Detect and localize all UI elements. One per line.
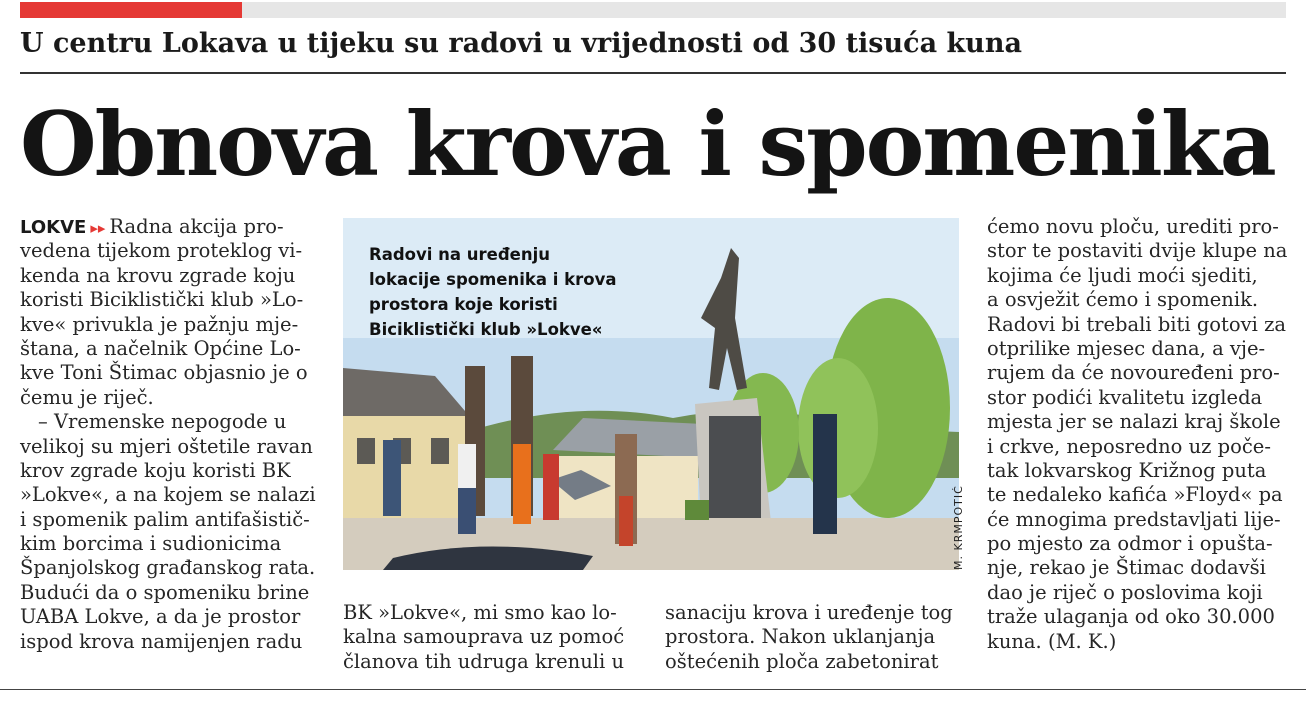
right-line: stor te postaviti dvije klupe na bbox=[987, 239, 1288, 263]
right-line: otprilike mjesec dana, a vje- bbox=[987, 336, 1266, 360]
middle-column-2 bbox=[665, 601, 953, 674]
left-line: ispod krova namijenjen radu bbox=[20, 629, 303, 653]
left-line: velikoj su mjeri oštetile ravan bbox=[20, 434, 313, 458]
right-line: a osvježit ćemo i spomenik. bbox=[987, 288, 1259, 312]
left-line: vedena tijekom proteklog vi- bbox=[20, 239, 303, 263]
right-line: mjesta jer se nalazi kraj škole bbox=[987, 410, 1281, 434]
middle-column-1 bbox=[343, 601, 624, 674]
right-column bbox=[987, 215, 1287, 654]
left-line: krov zgrade koju koristi BK bbox=[20, 458, 291, 482]
caption-line: Radovi na uređenju bbox=[369, 245, 550, 264]
left-line: štana, a načelnik Općine Lo- bbox=[20, 336, 301, 360]
right-line: rujem da će novouređeni pro- bbox=[987, 361, 1280, 385]
mid2-line: oštećenih ploča zabetonirat bbox=[665, 649, 939, 673]
left-line: koristi Biciklistički klub »Lo- bbox=[20, 288, 304, 312]
right-line: nje, rekao je Štimac dodavši bbox=[987, 556, 1266, 580]
left-line: čemu je riječ. bbox=[20, 385, 154, 409]
caption-line: lokacije spomenika i krova bbox=[369, 270, 617, 289]
right-line: Radovi bi trebali biti gotovi za bbox=[987, 312, 1286, 336]
left-column bbox=[20, 215, 316, 654]
left-line: i spomenik palim antifašistič- bbox=[20, 507, 310, 531]
top-bar-accent bbox=[20, 2, 242, 18]
right-line: kojima će ljudi moći sjediti, bbox=[987, 263, 1258, 287]
right-line: će mnogima predstavljati lije- bbox=[987, 507, 1281, 531]
left-line: »Lokve«, a na kojem se nalazi bbox=[20, 483, 316, 507]
kicker-divider bbox=[20, 72, 1286, 74]
right-line: po mjesto za odmor i opušta- bbox=[987, 532, 1273, 556]
caption-line: Biciklistički klub »Lokve« bbox=[369, 320, 603, 339]
left-line: – Vremenske nepogode u bbox=[38, 410, 287, 434]
article-photo bbox=[343, 218, 959, 570]
right-line: kuna. (M. K.) bbox=[987, 629, 1117, 653]
right-line: i crkve, neposredno uz poče- bbox=[987, 434, 1271, 458]
right-line: ćemo novu ploču, urediti pro- bbox=[987, 215, 1279, 238]
headline: Obnova krova i spomenika bbox=[20, 92, 1275, 196]
mid2-line: prostora. Nakon uklanjanja bbox=[665, 625, 936, 649]
right-line: traže ulaganja od oko 30.000 bbox=[987, 605, 1275, 629]
left-line: kve« privukla je pažnju mje- bbox=[20, 312, 299, 336]
right-line: te nedaleko kafića »Floyd« pa bbox=[987, 483, 1283, 507]
mid2-line: sanaciju krova i uređenje tog bbox=[665, 601, 953, 624]
right-line: dao je riječ o poslovima koji bbox=[987, 580, 1263, 604]
photo-credit: M. KRMPOTIĆ bbox=[952, 485, 965, 570]
mid1-line: članova tih udruga krenuli u bbox=[343, 649, 625, 673]
left-line: kim borcima i sudionicima bbox=[20, 532, 282, 556]
caption-line: prostora koje koristi bbox=[369, 295, 558, 314]
right-line: tak lokvarskog Križnog puta bbox=[987, 458, 1267, 482]
left-line: kenda na krovu zgrade koju bbox=[20, 263, 296, 287]
mid1-line: BK »Lokve«, mi smo kao lo- bbox=[343, 601, 617, 624]
bottom-divider bbox=[0, 689, 1306, 690]
mid1-line: kalna samouprava uz pomoć bbox=[343, 625, 625, 649]
right-line: stor podići kvalitetu izgleda bbox=[987, 385, 1263, 409]
double-chevron-right-icon: ▸▸ bbox=[90, 219, 106, 237]
left-line: Budući da o spomeniku brine bbox=[20, 580, 310, 604]
left-line: Španjolskog građanskog rata. bbox=[20, 556, 316, 580]
photo-caption bbox=[369, 242, 616, 342]
kicker: U centru Lokava u tijeku su radovi u vrijednosti od 30 tisuća kuna bbox=[20, 28, 1022, 59]
left-line-0: LOKVE ▸▸ Radna akcija pro- bbox=[20, 215, 284, 238]
dateline: LOKVE bbox=[20, 217, 87, 238]
left-line: UABA Lokve, a da je prostor bbox=[20, 605, 301, 629]
left-line: kve Toni Štimac objasnio je o bbox=[20, 361, 308, 385]
